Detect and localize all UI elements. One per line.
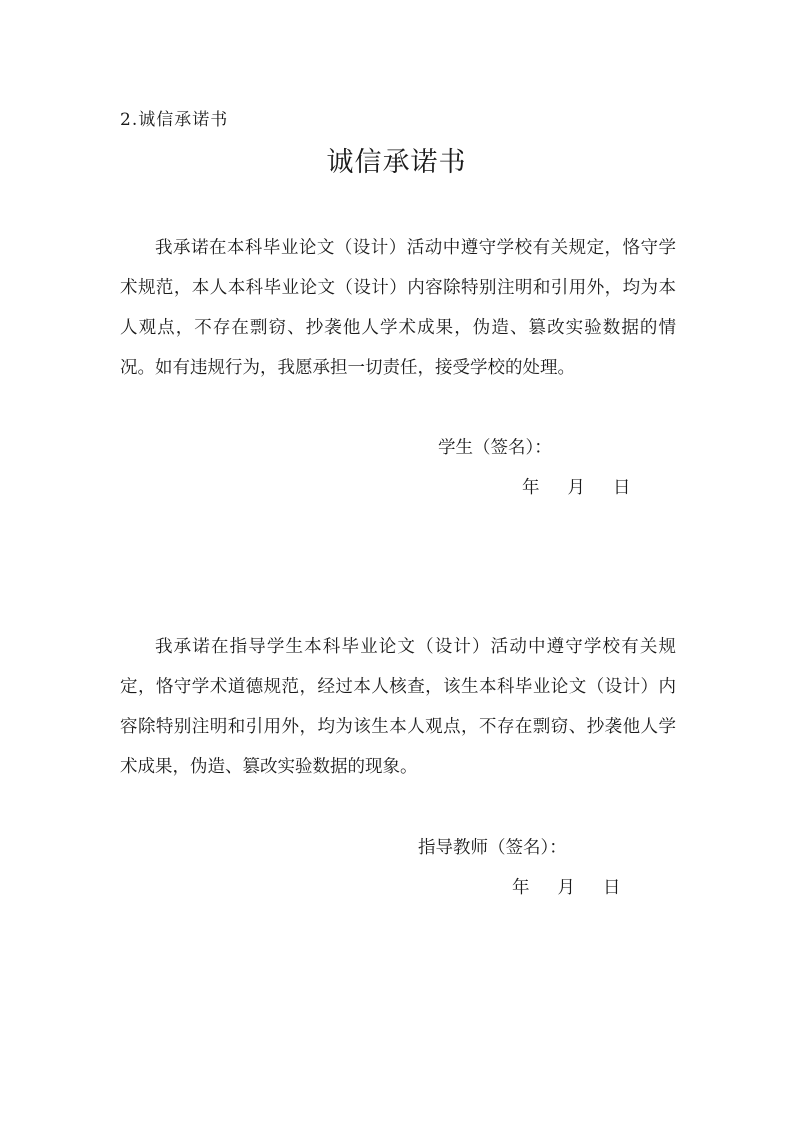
advisor-date-year: 年 [512, 878, 530, 898]
student-date-day: 日 [613, 478, 631, 498]
student-statement: 我承诺在本科毕业论文（设计）活动中遵守学校有关规定，恪守学术规范，本人本科毕业论文（设计）内容除特别注明和引用外，均为本人观点，不存在剽窃、抄袭他人学术成果，伪造、篡改实验数据的情况。如有违规行为，我愿承担一切责任，接受学校的处理。 [120, 238, 676, 378]
advisor-date-day: 日 [603, 878, 621, 898]
advisor-statement: 我承诺在指导学生本科毕业论文（设计）活动中遵守学校有关规定，恪守学术道德规范，经过本人核查，该生本科毕业论文（设计）内容除特别注明和引用外，均为该生本人观点，不存在剽窃、抄袭他人学术成果，伪造、篡改实验数据的现象。 [120, 637, 676, 777]
student-date-month: 月 [567, 478, 585, 498]
advisor-date-line [512, 874, 621, 899]
student-date-year: 年 [522, 478, 540, 498]
advisor-date-month: 月 [557, 878, 575, 898]
student-date-line [522, 474, 631, 499]
student-signature-label: 学生（签名）： [438, 438, 552, 458]
advisor-signature-label: 指导教师（签名）： [418, 838, 567, 858]
section-heading: 2.诚信承诺书 [120, 110, 229, 130]
document-title: 诚信承诺书 [326, 147, 467, 178]
